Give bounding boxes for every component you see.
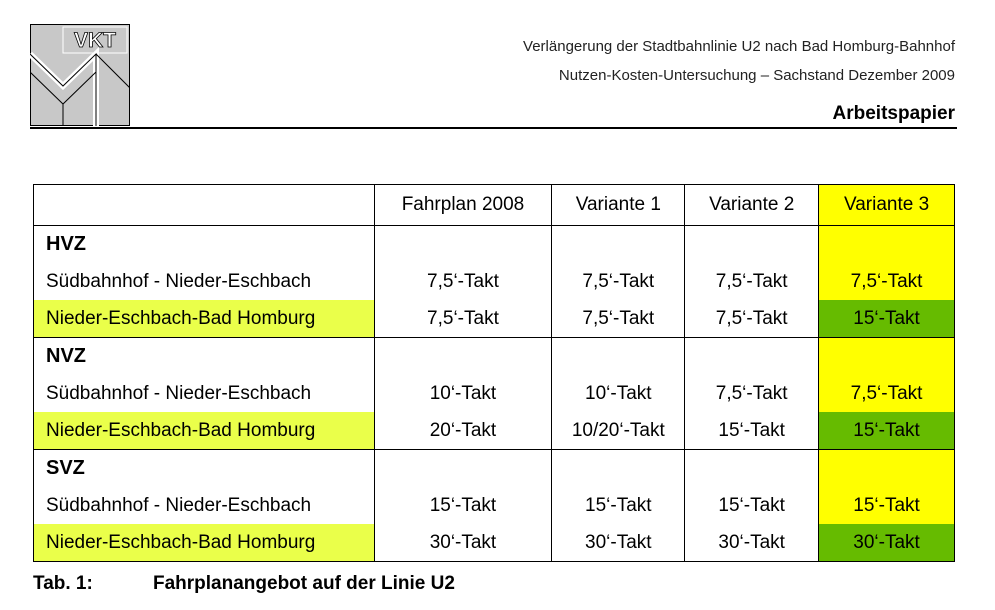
caption-number: Tab. 1:	[33, 573, 93, 594]
table-row	[34, 300, 955, 338]
header-rule	[30, 127, 957, 129]
table-row	[34, 487, 955, 524]
table-cell: 30‘-Takt	[374, 524, 552, 562]
table-row	[34, 263, 955, 300]
table-caption	[33, 573, 455, 595]
table-row	[34, 524, 955, 562]
caption-title: Fahrplanangebot auf der Linie U2	[153, 573, 455, 594]
group-label: NVZ	[34, 338, 375, 376]
row-label: Südbahnhof - Nieder-Eschbach	[34, 487, 375, 524]
row-label: Nieder-Eschbach-Bad Homburg	[34, 412, 375, 450]
group-label: SVZ	[34, 450, 375, 488]
table-cell: 7,5‘-Takt	[685, 300, 819, 338]
row-label: Nieder-Eschbach-Bad Homburg	[34, 300, 375, 338]
document-title: Verlängerung der Stadtbahnlinie U2 nach Bad Homburg-Bahnhof	[523, 38, 955, 55]
table-cell: 15‘-Takt	[552, 487, 685, 524]
column-header-variante-3: Variante 3	[819, 185, 955, 226]
table-cell: 7,5‘-Takt	[374, 263, 552, 300]
row-label: Nieder-Eschbach-Bad Homburg	[34, 524, 375, 562]
table-cell: 7,5‘-Takt	[685, 263, 819, 300]
table-cell: 7,5‘-Takt	[552, 300, 685, 338]
table-cell: 15‘-Takt	[819, 412, 955, 450]
table-cell: 7,5‘-Takt	[685, 375, 819, 412]
row-label: Südbahnhof - Nieder-Eschbach	[34, 375, 375, 412]
group-row-hvz	[34, 226, 955, 264]
group-row-nvz	[34, 338, 955, 376]
table-cell: 30‘-Takt	[685, 524, 819, 562]
table-cell: 10‘-Takt	[552, 375, 685, 412]
table-cell: 15‘-Takt	[819, 487, 955, 524]
group-row-svz	[34, 450, 955, 488]
table-cell: 30‘-Takt	[552, 524, 685, 562]
column-header-variante-1: Variante 1	[552, 185, 685, 226]
table-cell: 7,5‘-Takt	[819, 263, 955, 300]
table-header-row	[34, 185, 955, 226]
document-subtitle: Nutzen-Kosten-Untersuchung – Sachstand Dezember 2009	[558, 67, 955, 84]
table-cell: 30‘-Takt	[819, 524, 955, 562]
table-row	[34, 412, 955, 450]
row-label: Südbahnhof - Nieder-Eschbach	[34, 263, 375, 300]
table-cell: 15‘-Takt	[685, 487, 819, 524]
logo-text: VKT	[74, 29, 116, 52]
table-cell: 7,5‘-Takt	[552, 263, 685, 300]
table-cell: 10‘-Takt	[374, 375, 552, 412]
column-header-variante-2: Variante 2	[685, 185, 819, 226]
table-cell: 20‘-Takt	[374, 412, 552, 450]
table-cell: 15‘-Takt	[374, 487, 552, 524]
timetable-table	[33, 184, 955, 562]
column-header-fahrplan-2008: Fahrplan 2008	[374, 185, 552, 226]
table-cell: 15‘-Takt	[819, 300, 955, 338]
vkt-logo	[30, 24, 130, 126]
table-cell: 15‘-Takt	[685, 412, 819, 450]
column-header-blank	[34, 185, 375, 226]
table-row	[34, 375, 955, 412]
group-label: HVZ	[34, 226, 375, 264]
document-type: Arbeitspapier	[832, 103, 955, 124]
table-cell: 7,5‘-Takt	[819, 375, 955, 412]
table-cell: 10/20‘-Takt	[552, 412, 685, 450]
table-cell: 7,5‘-Takt	[374, 300, 552, 338]
